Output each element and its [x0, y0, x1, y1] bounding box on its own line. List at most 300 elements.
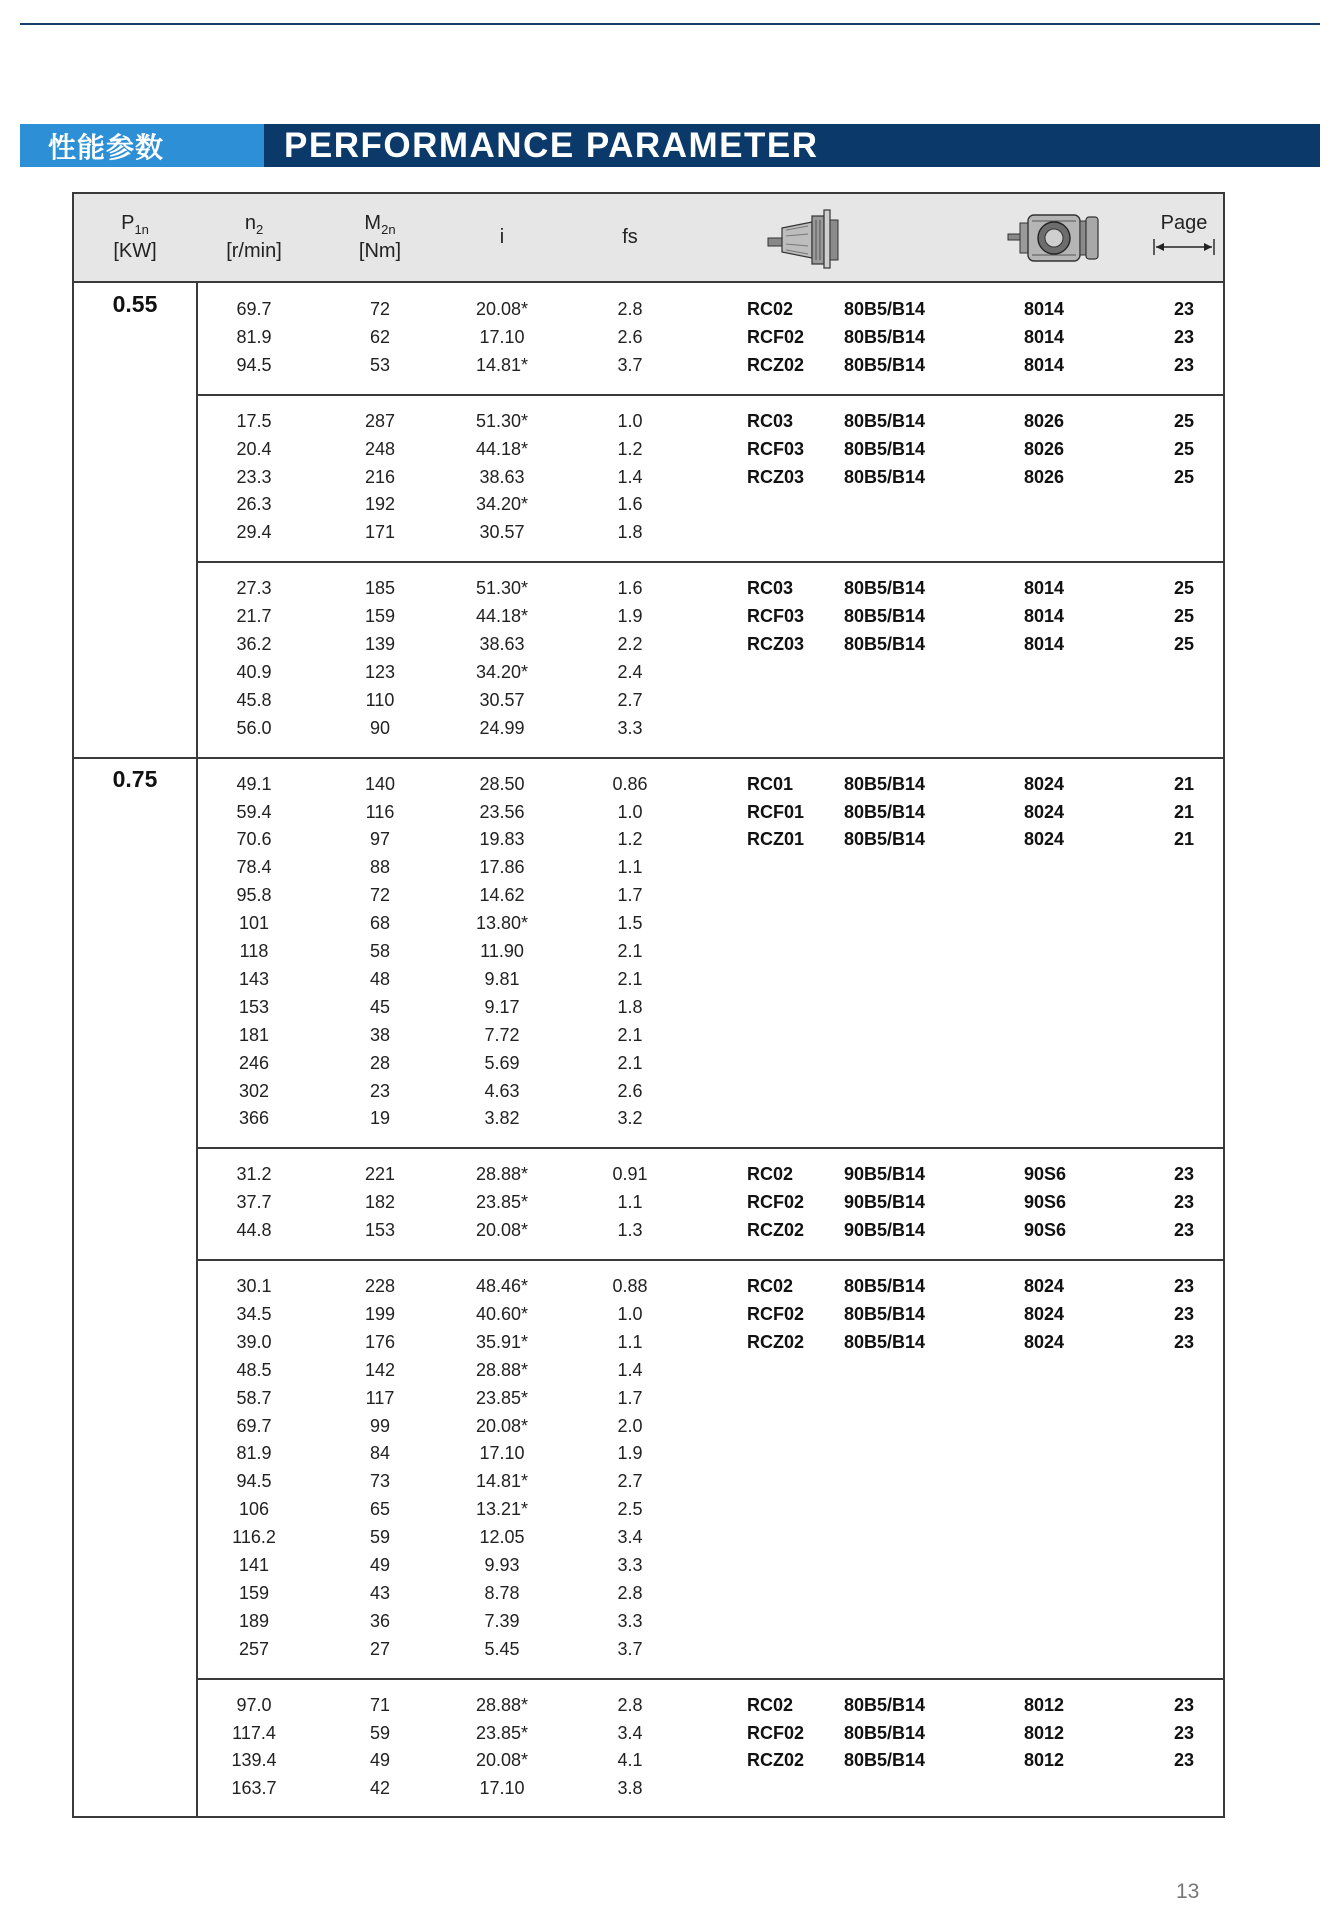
flange-cell: 90B5/B14	[844, 1192, 926, 1213]
fs-cell: 2.1	[617, 1052, 643, 1073]
flange-cell: 80B5/B14	[844, 466, 926, 487]
fs-cell: 1.6	[617, 494, 643, 515]
n2-cell: 39.0	[236, 1331, 272, 1352]
motor-cell: 8024	[1024, 1303, 1065, 1324]
flange-cell: 80B5/B14	[844, 1694, 926, 1715]
fs-cell: 1.0	[617, 1303, 643, 1324]
m2n-cell: 90	[369, 717, 391, 738]
flange-cell: 80B5/B14	[844, 326, 926, 347]
n2-cell: 21.7	[236, 606, 272, 627]
page-cell: 23	[1173, 1164, 1195, 1185]
ratio-cell: 14.81*	[475, 1471, 529, 1492]
n2-cell: 23.3	[236, 466, 272, 487]
n2-cell: 95.8	[236, 885, 272, 906]
m2n-cell: 110	[365, 689, 395, 710]
ratio-cell: 28.88*	[475, 1359, 529, 1380]
motor-cell: 8024	[1024, 1331, 1065, 1352]
flange-cell: 80B5/B14	[844, 773, 926, 794]
gearbox-type-cell: RCZ02	[747, 1750, 805, 1771]
header-m2n	[325, 194, 435, 281]
flange-cell: 80B5/B14	[844, 1750, 926, 1771]
m2n-cell: 65	[369, 1499, 391, 1520]
n2-cell: 81.9	[236, 1443, 272, 1464]
n2-cell: 59.4	[236, 801, 272, 822]
n2-cell: 257	[238, 1638, 270, 1659]
fs-cell: 2.6	[617, 1080, 643, 1101]
m2n-cell: 72	[369, 299, 391, 319]
ratio-cell: 20.08*	[475, 1415, 529, 1436]
table-header	[74, 194, 1223, 283]
ratio-cell: 7.72	[484, 1024, 520, 1045]
m2n-cell: 84	[369, 1443, 391, 1464]
n2-cell: 17.5	[236, 410, 272, 431]
n2-cell: 302	[238, 1080, 270, 1101]
fs-cell: 3.3	[617, 1555, 643, 1575]
n2-cell: 366	[238, 1108, 270, 1129]
gearbox-type-cell: RCF02	[747, 1722, 805, 1743]
m2n-cell: 62	[369, 326, 391, 347]
motor-cell: 8024	[1024, 829, 1065, 850]
fs-cell: 1.1	[617, 857, 643, 878]
gearbox-type-cell: RCZ01	[747, 829, 805, 850]
n2-cell: 106	[238, 1499, 270, 1520]
header-i: i	[499, 226, 505, 248]
ratio-cell: 35.91*	[475, 1331, 529, 1352]
ratio-cell: 9.17	[484, 996, 520, 1017]
fs-cell: 3.8	[617, 1778, 643, 1799]
ratio-cell: 17.10	[479, 1443, 525, 1464]
ratio-cell: 48.46*	[475, 1276, 529, 1296]
flange-cell: 80B5/B14	[844, 299, 926, 319]
block-divider	[196, 1259, 1223, 1261]
gearbox-type-cell: RCF03	[747, 606, 805, 627]
motor-cell: 8012	[1024, 1694, 1065, 1715]
fs-cell: 3.7	[617, 1638, 643, 1659]
m2n-cell: 176	[364, 1331, 396, 1352]
power-value: 0.55	[112, 291, 158, 317]
fs-cell: 1.9	[617, 606, 643, 627]
block-divider	[196, 1147, 1223, 1149]
ratio-cell: 13.80*	[475, 913, 529, 934]
gearbox-type-cell: RCF02	[747, 326, 805, 347]
m2n-cell: 140	[364, 773, 396, 794]
page-cell: 21	[1173, 773, 1195, 794]
motor-cell: 8012	[1024, 1722, 1065, 1743]
top-rule	[20, 23, 1320, 25]
m2n-cell: 42	[369, 1778, 391, 1799]
fs-cell: 1.4	[617, 1359, 643, 1380]
ratio-cell: 20.08*	[475, 299, 529, 319]
gearbox-type-cell: RC01	[747, 773, 794, 794]
m2n-cell: 43	[369, 1582, 391, 1603]
n2-cell: 143	[238, 968, 270, 989]
ratio-cell: 28.50	[479, 773, 525, 794]
ratio-cell: 20.08*	[475, 1220, 529, 1241]
gearbox-type-cell: RCZ02	[747, 354, 805, 375]
ratio-cell: 44.18*	[475, 606, 529, 627]
m2n-cell: 248	[364, 438, 396, 459]
m2n-cell: 71	[369, 1694, 391, 1715]
flange-cell: 80B5/B14	[844, 829, 926, 850]
fs-cell: 2.0	[617, 1415, 643, 1436]
motor-cell: 8026	[1024, 438, 1065, 459]
ratio-cell: 30.57	[479, 522, 525, 543]
ratio-cell: 13.21*	[475, 1499, 529, 1520]
section-banner	[20, 124, 1320, 167]
fs-cell: 2.7	[617, 689, 643, 710]
m2n-cell: 139	[364, 634, 396, 654]
motor-icon	[999, 194, 1109, 281]
fs-cell: 1.8	[617, 996, 643, 1017]
fs-cell: 2.8	[617, 299, 643, 319]
n2-cell: 69.7	[236, 1415, 272, 1436]
n2-cell: 27.3	[236, 578, 272, 599]
ratio-cell: 38.63	[479, 466, 525, 487]
m2n-cell: 182	[364, 1192, 396, 1213]
fs-cell: 2.1	[617, 1024, 643, 1045]
ratio-cell: 19.83	[479, 829, 525, 850]
n2-cell: 44.8	[236, 1220, 272, 1241]
block-divider	[196, 394, 1223, 396]
header-n2-symbol: n	[244, 211, 256, 234]
page-cell: 25	[1173, 606, 1195, 627]
fs-cell: 1.0	[617, 410, 643, 431]
m2n-cell: 153	[364, 1220, 396, 1241]
fs-cell: 3.3	[617, 1610, 643, 1631]
flange-cell: 80B5/B14	[844, 410, 926, 431]
motor-cell: 8024	[1024, 773, 1065, 794]
page-cell: 23	[1173, 326, 1195, 347]
page-cell: 23	[1173, 354, 1195, 375]
n2-cell: 116.2	[232, 1527, 276, 1548]
motor-cell: 8026	[1024, 466, 1065, 487]
fs-cell: 1.7	[617, 885, 643, 906]
gearbox-type-cell: RCZ03	[747, 466, 805, 487]
ratio-cell: 40.60*	[475, 1303, 529, 1324]
fs-cell: 1.1	[617, 1192, 643, 1213]
ratio-cell: 3.82	[484, 1108, 520, 1129]
n2-cell: 26.3	[236, 494, 272, 515]
page-cell: 23	[1173, 1694, 1195, 1715]
page-cell: 23	[1173, 1276, 1195, 1296]
ratio-cell: 51.30*	[475, 410, 529, 431]
header-n2	[199, 194, 309, 281]
page-cell: 23	[1173, 1220, 1195, 1241]
fs-cell: 2.5	[617, 1499, 643, 1520]
n2-cell: 49.1	[236, 773, 272, 794]
gearbox-type-cell: RCF02	[747, 1303, 805, 1324]
fs-cell: 2.6	[617, 326, 643, 347]
gearbox-type-cell: RCF01	[747, 801, 805, 822]
motor-cell: 8024	[1024, 801, 1065, 822]
header-n2-subscript: 2	[255, 221, 264, 237]
m2n-cell: 58	[369, 941, 391, 961]
n2-cell: 94.5	[236, 1471, 272, 1492]
ratio-cell: 5.45	[484, 1638, 520, 1659]
ratio-cell: 9.93	[484, 1555, 520, 1575]
n2-cell: 141	[238, 1555, 270, 1575]
fs-cell: 1.2	[617, 438, 643, 459]
ratio-cell: 23.85*	[475, 1192, 529, 1213]
m2n-cell: 97	[369, 829, 391, 850]
m2n-cell: 221	[364, 1164, 396, 1185]
motor-cell: 8014	[1024, 634, 1065, 654]
header-m2n-symbol: M	[364, 211, 382, 234]
n2-cell: 31.2	[236, 1164, 272, 1185]
n2-cell: 58.7	[236, 1387, 272, 1408]
ratio-cell: 24.99	[479, 717, 525, 738]
n2-cell: 45.8	[236, 689, 272, 710]
ratio-cell: 17.10	[479, 1778, 525, 1799]
m2n-cell: 38	[369, 1024, 391, 1045]
ratio-cell: 28.88*	[475, 1694, 529, 1715]
m2n-cell: 199	[364, 1303, 396, 1324]
motor-cell: 8014	[1024, 299, 1065, 319]
motor-cell: 8014	[1024, 354, 1065, 375]
fs-cell: 2.8	[617, 1694, 643, 1715]
block-divider	[196, 561, 1223, 563]
header-p1n	[74, 194, 196, 281]
fs-cell: 2.1	[617, 941, 643, 961]
m2n-cell: 185	[364, 578, 396, 599]
flange-cell: 80B5/B14	[844, 606, 926, 627]
n2-cell: 37.7	[236, 1192, 272, 1213]
m2n-cell: 68	[369, 913, 391, 934]
header-p1n-subscript: 1n	[134, 221, 149, 237]
ratio-cell: 51.30*	[475, 578, 529, 599]
header-m2n-subscript: 2n	[381, 221, 396, 237]
m2n-cell: 23	[369, 1080, 391, 1101]
n2-cell: 97.0	[236, 1694, 272, 1715]
n2-cell: 81.9	[236, 326, 272, 347]
n2-cell: 30.1	[236, 1276, 272, 1296]
fs-cell: 1.6	[617, 578, 643, 599]
ratio-cell: 7.39	[484, 1610, 520, 1631]
banner-title-cn: 性能参数	[20, 124, 264, 167]
gearbox-icon	[754, 194, 864, 281]
n2-cell: 163.7	[231, 1778, 277, 1799]
flange-cell: 80B5/B14	[844, 1276, 926, 1296]
n2-cell: 94.5	[236, 354, 272, 375]
m2n-cell: 48	[369, 968, 391, 989]
m2n-cell: 88	[369, 857, 391, 878]
fs-cell: 3.7	[617, 354, 643, 375]
m2n-cell: 36	[369, 1610, 391, 1631]
n2-cell: 246	[238, 1052, 270, 1073]
n2-cell: 78.4	[236, 857, 272, 878]
m2n-cell: 123	[364, 661, 396, 682]
m2n-cell: 19	[369, 1108, 391, 1129]
m2n-cell: 27	[369, 1638, 391, 1659]
page-cell: 25	[1173, 578, 1195, 599]
page-width-arrow-icon	[1152, 237, 1216, 265]
performance-table	[72, 192, 1225, 1818]
page-cell: 23	[1173, 1750, 1195, 1771]
ratio-cell: 34.20*	[475, 494, 529, 515]
n2-cell: 181	[238, 1024, 270, 1045]
gearbox-type-cell: RCF02	[747, 1192, 805, 1213]
ratio-cell: 9.81	[484, 968, 520, 989]
ratio-cell: 14.81*	[475, 354, 529, 375]
header-page	[1138, 194, 1230, 281]
gearbox-type-cell: RC03	[747, 578, 794, 599]
page-cell: 25	[1173, 438, 1195, 459]
gearbox-type-cell: RCZ03	[747, 634, 805, 654]
fs-cell: 1.9	[617, 1443, 643, 1464]
m2n-cell: 117	[365, 1387, 395, 1408]
ratio-cell: 23.85*	[475, 1387, 529, 1408]
fs-cell: 1.2	[617, 829, 643, 850]
ratio-cell: 20.08*	[475, 1750, 529, 1771]
m2n-cell: 99	[369, 1415, 391, 1436]
m2n-cell: 287	[364, 410, 396, 431]
page-cell: 23	[1173, 1192, 1195, 1213]
n2-cell: 69.7	[236, 299, 272, 319]
block-divider	[196, 1678, 1223, 1680]
fs-cell: 1.4	[617, 466, 643, 487]
ratio-cell: 30.57	[479, 689, 525, 710]
gearbox-type-cell: RC03	[747, 410, 794, 431]
motor-cell: 8014	[1024, 326, 1065, 347]
gearbox-type-cell: RC02	[747, 1694, 794, 1715]
fs-cell: 3.4	[617, 1722, 643, 1743]
ratio-cell: 17.10	[479, 326, 525, 347]
n2-cell: 48.5	[236, 1359, 272, 1380]
page-cell: 25	[1173, 466, 1195, 487]
m2n-cell: 49	[369, 1750, 391, 1771]
motor-cell: 90S6	[1024, 1192, 1067, 1213]
n2-cell: 118	[239, 941, 269, 961]
m2n-cell: 49	[369, 1555, 391, 1575]
fs-cell: 2.7	[617, 1471, 643, 1492]
ratio-cell: 34.20*	[475, 661, 529, 682]
m2n-cell: 159	[364, 606, 396, 627]
fs-cell: 2.1	[617, 968, 643, 989]
header-page-label: Page	[1160, 212, 1208, 234]
ratio-cell: 17.86	[479, 857, 525, 878]
fs-cell: 3.4	[617, 1527, 643, 1548]
ratio-cell: 23.56	[479, 801, 525, 822]
n2-cell: 101	[238, 913, 270, 934]
n2-cell: 70.6	[236, 829, 272, 850]
banner-title-en: PERFORMANCE PARAMETER	[264, 124, 1320, 167]
motor-cell: 8014	[1024, 606, 1065, 627]
group-divider	[74, 757, 1223, 759]
m2n-cell: 216	[364, 466, 396, 487]
n2-cell: 117.4	[232, 1722, 276, 1743]
n2-cell: 20.4	[236, 438, 272, 459]
m2n-cell: 53	[369, 354, 391, 375]
flange-cell: 80B5/B14	[844, 1722, 926, 1743]
page-number: 13	[1176, 1880, 1200, 1903]
page-cell: 25	[1173, 634, 1195, 654]
n2-cell: 36.2	[236, 634, 272, 654]
gearbox-type-cell: RCZ02	[747, 1220, 805, 1241]
m2n-cell: 142	[364, 1359, 396, 1380]
n2-cell: 56.0	[236, 717, 272, 738]
ratio-cell: 38.63	[479, 634, 525, 654]
fs-cell: 1.8	[617, 522, 643, 543]
flange-cell: 80B5/B14	[844, 578, 926, 599]
fs-cell: 1.1	[617, 1331, 643, 1352]
fs-cell: 0.88	[612, 1276, 648, 1296]
gearbox-type-cell: RC02	[747, 299, 794, 319]
ratio-cell: 8.78	[484, 1582, 520, 1603]
header-fs: fs	[622, 226, 638, 248]
n2-cell: 189	[238, 1610, 270, 1631]
fs-cell: 1.3	[617, 1220, 643, 1241]
ratio-cell: 23.85*	[475, 1722, 529, 1743]
gearbox-type-cell: RC02	[747, 1164, 794, 1185]
m2n-cell: 192	[364, 494, 396, 515]
ratio-cell: 5.69	[484, 1052, 520, 1073]
gearbox-type-cell: RCZ02	[747, 1331, 805, 1352]
motor-cell: 90S6	[1024, 1220, 1067, 1241]
m2n-cell: 72	[369, 885, 391, 906]
fs-cell: 1.5	[617, 913, 643, 934]
page-cell: 23	[1173, 1331, 1195, 1352]
fs-cell: 4.1	[617, 1750, 643, 1771]
m2n-cell: 116	[365, 801, 395, 822]
n2-cell: 153	[238, 996, 270, 1017]
page-cell: 25	[1173, 410, 1195, 431]
m2n-cell: 228	[364, 1276, 396, 1296]
ratio-cell: 28.88*	[475, 1164, 529, 1185]
fs-cell: 2.2	[617, 634, 643, 654]
motor-cell: 8012	[1024, 1750, 1065, 1771]
flange-cell: 90B5/B14	[844, 1220, 926, 1241]
flange-cell: 80B5/B14	[844, 801, 926, 822]
power-value: 0.75	[112, 765, 158, 792]
fs-cell: 0.86	[612, 773, 648, 794]
page-cell: 21	[1173, 829, 1195, 850]
flange-cell: 90B5/B14	[844, 1164, 926, 1185]
flange-cell: 80B5/B14	[844, 438, 926, 459]
header-n2-unit: [r/min]	[226, 240, 282, 263]
power-column-divider	[196, 283, 198, 1818]
motor-cell: 90S6	[1024, 1164, 1067, 1185]
page-cell: 23	[1173, 1303, 1195, 1324]
n2-cell: 34.5	[236, 1303, 272, 1324]
gearbox-type-cell: RCF03	[747, 438, 805, 459]
m2n-cell: 59	[369, 1722, 391, 1743]
flange-cell: 80B5/B14	[844, 1331, 926, 1352]
fs-cell: 2.4	[617, 661, 643, 682]
motor-cell: 8014	[1024, 578, 1065, 599]
fs-cell: 3.2	[617, 1108, 643, 1129]
ratio-cell: 44.18*	[475, 438, 529, 459]
motor-cell: 8026	[1024, 410, 1065, 431]
m2n-cell: 59	[369, 1527, 391, 1548]
n2-cell: 159	[238, 1582, 270, 1603]
ratio-cell: 12.05	[479, 1527, 525, 1548]
page-cell: 21	[1173, 801, 1195, 822]
motor-cell: 8024	[1024, 1276, 1065, 1296]
flange-cell: 80B5/B14	[844, 1303, 926, 1324]
ratio-cell: 11.90	[480, 941, 524, 961]
fs-cell: 0.91	[612, 1164, 648, 1185]
fs-cell: 1.0	[617, 801, 643, 822]
gearbox-type-cell: RC02	[747, 1276, 794, 1296]
m2n-cell: 45	[369, 996, 391, 1017]
fs-cell: 2.8	[617, 1582, 643, 1603]
m2n-cell: 171	[364, 522, 396, 543]
flange-cell: 80B5/B14	[844, 354, 926, 375]
fs-cell: 3.3	[617, 717, 643, 738]
n2-cell: 29.4	[236, 522, 272, 543]
m2n-cell: 28	[369, 1052, 391, 1073]
fs-cell: 1.7	[617, 1387, 643, 1408]
